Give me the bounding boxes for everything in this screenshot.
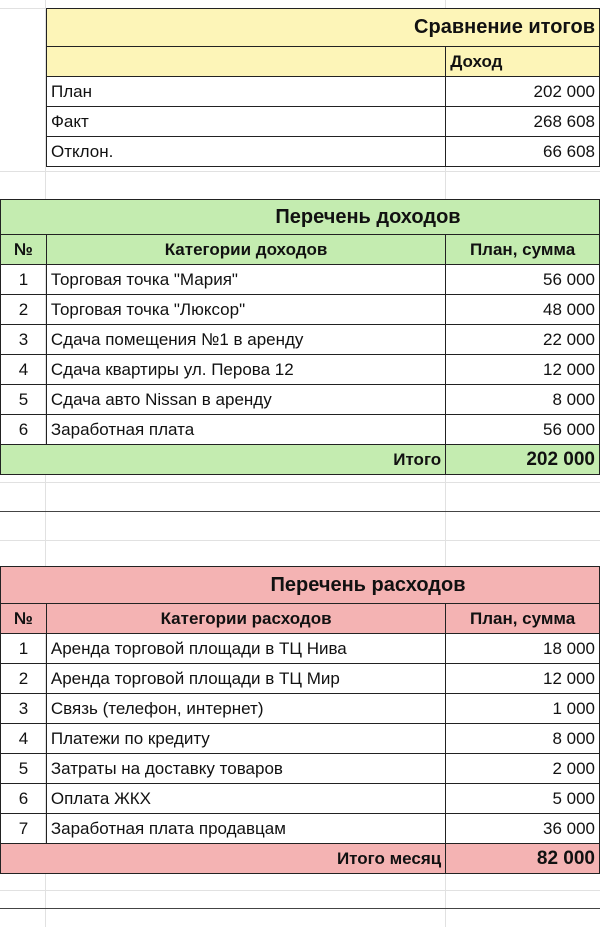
comparison-label[interactable]: План [47, 77, 446, 107]
separator-line [0, 908, 600, 909]
grid-row-line [0, 540, 600, 541]
row-amount[interactable]: 48 000 [446, 295, 600, 325]
row-amount[interactable]: 36 000 [446, 814, 600, 844]
row-category[interactable]: Платежи по кредиту [46, 724, 445, 754]
comparison-label[interactable]: Отклон. [47, 137, 446, 167]
comparison-label[interactable]: Факт [47, 107, 446, 137]
comparison-row-deviation [47, 137, 600, 167]
comparison-value[interactable]: 202 000 [446, 77, 600, 107]
expense-total-label[interactable]: Итого месяц [1, 844, 446, 874]
comparison-title-row [47, 9, 600, 47]
comparison-header-row [47, 47, 600, 77]
row-amount[interactable]: 12 000 [446, 664, 600, 694]
separator-line [0, 511, 600, 512]
table-row [1, 385, 600, 415]
row-amount[interactable]: 56 000 [446, 415, 600, 445]
income-total-row [1, 445, 600, 475]
row-category[interactable]: Торговая точка "Мария" [46, 265, 445, 295]
comparison-table [46, 8, 600, 167]
table-row [1, 724, 600, 754]
table-row [1, 265, 600, 295]
table-row [1, 355, 600, 385]
row-category[interactable]: Торговая точка "Люксор" [46, 295, 445, 325]
expense-total-value[interactable]: 82 000 [446, 844, 600, 874]
row-amount[interactable]: 56 000 [446, 265, 600, 295]
row-category[interactable]: Связь (телефон, интернет) [46, 694, 445, 724]
row-amount[interactable]: 22 000 [446, 325, 600, 355]
row-number[interactable]: 4 [1, 724, 47, 754]
row-category[interactable]: Заработная плата [46, 415, 445, 445]
row-number[interactable]: 2 [1, 664, 47, 694]
expense-header-num[interactable]: № [1, 604, 47, 634]
grid-row-line [0, 171, 600, 172]
income-total-label[interactable]: Итого [1, 445, 446, 475]
comparison-value[interactable]: 268 608 [446, 107, 600, 137]
expense-header-amount[interactable]: План, сумма [446, 604, 600, 634]
row-number[interactable]: 5 [1, 385, 47, 415]
expense-table [0, 566, 600, 874]
row-amount[interactable]: 5 000 [446, 784, 600, 814]
row-number[interactable]: 3 [1, 694, 47, 724]
row-amount[interactable]: 1 000 [446, 694, 600, 724]
row-amount[interactable]: 8 000 [446, 385, 600, 415]
expense-title[interactable]: Перечень расходов [1, 567, 600, 604]
table-row [1, 295, 600, 325]
row-number[interactable]: 6 [1, 784, 47, 814]
row-amount[interactable]: 18 000 [446, 634, 600, 664]
expense-total-row [1, 844, 600, 874]
row-category[interactable]: Оплата ЖКХ [46, 784, 445, 814]
row-category[interactable]: Затраты на доставку товаров [46, 754, 445, 784]
row-amount[interactable]: 12 000 [446, 355, 600, 385]
row-amount[interactable]: 8 000 [446, 724, 600, 754]
income-title[interactable]: Перечень доходов [1, 200, 600, 235]
comparison-title[interactable]: Сравнение итогов [47, 9, 600, 47]
income-header-category[interactable]: Категории доходов [46, 235, 445, 265]
row-category[interactable]: Заработная плата продавцам [46, 814, 445, 844]
table-row [1, 754, 600, 784]
table-row [1, 415, 600, 445]
expense-header-row [1, 604, 600, 634]
expense-title-row [1, 567, 600, 604]
row-category[interactable]: Аренда торговой площади в ТЦ Нива [46, 634, 445, 664]
table-row [1, 784, 600, 814]
comparison-column-header[interactable]: Доход [446, 47, 600, 77]
table-row [1, 664, 600, 694]
row-number[interactable]: 6 [1, 415, 47, 445]
table-row [1, 634, 600, 664]
comparison-header-empty[interactable] [47, 47, 446, 77]
row-category[interactable]: Аренда торговой площади в ТЦ Мир [46, 664, 445, 694]
income-total-value[interactable]: 202 000 [446, 445, 600, 475]
grid-row-line [0, 890, 600, 891]
comparison-row-fact [47, 107, 600, 137]
row-amount[interactable]: 2 000 [446, 754, 600, 784]
row-category[interactable]: Сдача помещения №1 в аренду [46, 325, 445, 355]
income-header-row [1, 235, 600, 265]
table-row [1, 325, 600, 355]
income-header-num[interactable]: № [1, 235, 47, 265]
row-number[interactable]: 1 [1, 265, 47, 295]
comparison-row-plan [47, 77, 600, 107]
row-number[interactable]: 3 [1, 325, 47, 355]
income-table [0, 199, 600, 475]
row-number[interactable]: 1 [1, 634, 47, 664]
expense-header-category[interactable]: Категории расходов [46, 604, 445, 634]
table-row [1, 814, 600, 844]
row-category[interactable]: Сдача авто Nissan в аренду [46, 385, 445, 415]
row-number[interactable]: 7 [1, 814, 47, 844]
row-category[interactable]: Сдача квартиры ул. Перова 12 [46, 355, 445, 385]
income-header-amount[interactable]: План, сумма [446, 235, 600, 265]
table-row [1, 694, 600, 724]
row-number[interactable]: 5 [1, 754, 47, 784]
comparison-value[interactable]: 66 608 [446, 137, 600, 167]
grid-row-line [0, 482, 600, 483]
row-number[interactable]: 4 [1, 355, 47, 385]
income-title-row [1, 200, 600, 235]
row-number[interactable]: 2 [1, 295, 47, 325]
